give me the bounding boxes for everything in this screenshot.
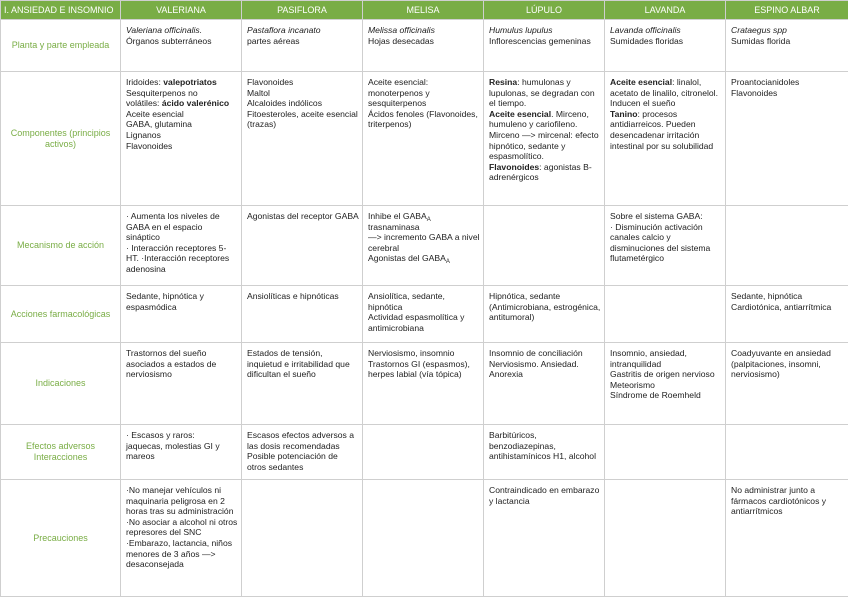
header-espino-albar: ESPINO ALBAR [726, 1, 848, 20]
row-label-mecanismo: Mecanismo de acción [1, 206, 121, 286]
row-efectos [1, 425, 848, 480]
valeriana-comp-sesquiterpenos: Sesquiterpenos no [126, 87, 198, 98]
lupulo-species: Humulus lupulus [489, 25, 553, 35]
cell-valeriana-planta [121, 20, 242, 72]
lupulo-precauciones: Contraindicado en embarazo y lactancia [489, 485, 600, 506]
cell-valeriana-efectos [121, 425, 242, 480]
row-label-efectos: Efectos adversos Interacciones [1, 425, 121, 480]
cell-espino-componentes [726, 72, 848, 206]
espino-species: Crataegus spp [731, 25, 787, 35]
lupulo-efectos: Barbitúricos, benzodiazepinas, antihistamínicos H1, alcohol [489, 430, 596, 462]
melisa-acciones-2: Actividad espasmolítica y antimicrobiana [368, 312, 465, 333]
valeriana-acciones: Sedante, hipnótica y espasmódica [126, 291, 204, 312]
cell-lavanda-efectos [605, 425, 726, 480]
cell-espino-mecanismo [726, 206, 848, 286]
header-corner: I. ANSIEDAD E INSOMNIO [1, 1, 121, 20]
lavanda-mec-gaba: Sobre el sistema GABA: [610, 211, 703, 221]
valeriana-efectos-1: · Escasos y raros: [126, 430, 195, 440]
cell-espino-indicaciones [726, 343, 848, 425]
valeriana-part: Órganos subterráneos [126, 35, 212, 46]
cell-pasiflora-efectos [242, 425, 363, 480]
lupulo-acciones-1: Hipnótica, sedante [489, 291, 561, 301]
valeriana-comp-acido-valerenico: ácido valerénico [161, 98, 230, 109]
pasiflora-comp-alcaloides: Alcaloides indólicos [247, 98, 322, 109]
melisa-acciones-1: Ansiolítica, sedante, hipnótica [368, 291, 445, 312]
melisa-mec-trasnaminasa: trasnaminasa [368, 221, 420, 232]
cell-lupulo-mecanismo [484, 206, 605, 286]
lavanda-ind-meteorismo: Meteorismo [610, 379, 655, 390]
espino-acciones-2: Cardiotónica, antiarrítmica [731, 301, 832, 312]
melisa-species: Melissa officinalis [368, 25, 435, 35]
cell-espino-efectos [726, 425, 848, 480]
pasiflora-efectos-2: Posible potenciación de otros sedantes [247, 451, 338, 472]
row-label-acciones: Acciones farmacológicas [1, 286, 121, 343]
cell-lupulo-indicaciones [484, 343, 605, 425]
header-lavanda: LAVANDA [605, 1, 726, 20]
melisa-comp-acidos: Ácidos fenoles (Flavonoides, triterpenos) [368, 108, 478, 130]
cell-lavanda-indicaciones [605, 343, 726, 425]
cell-pasiflora-precauciones [242, 480, 363, 597]
melisa-comp-aceite: Aceite esencial: monoterpenos y sesquiterpenos [368, 77, 430, 109]
row-label-componentes: Componentes (principios activos) [1, 72, 121, 206]
espino-part: Sumidas florida [731, 35, 791, 46]
cell-lupulo-acciones [484, 286, 605, 343]
cell-valeriana-acciones [121, 286, 242, 343]
row-mecanismo [1, 206, 848, 286]
pasiflora-species: Pastaflora incanato [247, 25, 321, 35]
cell-espino-acciones [726, 286, 848, 343]
cell-pasiflora-componentes [242, 72, 363, 206]
pasiflora-comp-maltol: Maltol [247, 87, 270, 98]
row-acciones [1, 286, 848, 343]
cell-melisa-planta [363, 20, 484, 72]
melisa-part: Hojas desecadas [368, 35, 434, 46]
cell-pasiflora-indicaciones [242, 343, 363, 425]
lupulo-part: Inflorescencias gemeninas [489, 35, 591, 46]
cell-valeriana-precauciones [121, 480, 242, 597]
header-melisa: MELISA [363, 1, 484, 20]
cell-lupulo-componentes [484, 72, 605, 206]
valeriana-efectos-2: jaquecas, molestias GI y mareos [126, 440, 220, 462]
cell-pasiflora-planta [242, 20, 363, 72]
valeriana-mec-gaba: · Aumenta los niveles de GABA en el espacio sináptico [126, 211, 220, 243]
row-label-precauciones: Precauciones [1, 480, 121, 597]
valeriana-comp-flavonoides: Flavonoides [126, 140, 173, 151]
cell-valeriana-componentes [121, 72, 242, 206]
header-lupulo: LÚPULO [484, 1, 605, 20]
lavanda-mec-calcio: · Disminución activación canales calcio y disminuciones del sistema flutametérgico [610, 221, 711, 264]
cell-valeriana-mecanismo [121, 206, 242, 286]
cell-melisa-indicaciones [363, 343, 484, 425]
valeriana-indicaciones: Trastornos del sueño asociados a estados de nerviosismo [126, 348, 217, 380]
espino-precauciones: No administrar junto a fármacos cardiotónicos y antiarrítmicos [731, 485, 827, 517]
lavanda-comp-aceite-label: Aceite esencial [610, 77, 673, 87]
valeriana-comp-iridoides-label: Iridoides: [126, 77, 164, 87]
cell-melisa-componentes [363, 72, 484, 206]
valeriana-comp-gaba: GABA, glutamina [126, 119, 192, 130]
row-indicaciones [1, 343, 848, 425]
valeriana-comp-valepotriatos: valepotriatos [163, 77, 217, 87]
lavanda-comp-aceite: : linalol, acetato de linalilo, citronelol. Inducen el sueño [610, 77, 718, 109]
cell-pasiflora-acciones [242, 286, 363, 343]
espino-indicaciones: Coadyuvante en ansiedad (palpitaciones, insomni, nerviosismo) [731, 348, 831, 380]
cell-lavanda-planta [605, 20, 726, 72]
lupulo-indicaciones: Insomnio de conciliación Nerviosismo. Ansiedad. Anorexia [489, 348, 583, 380]
melisa-indicaciones-1: Nerviosismo, insomnio [368, 348, 455, 358]
cell-lupulo-efectos [484, 425, 605, 480]
lupulo-comp-resina: : humulonas y lupulonas, se degradan con el tiempo. [489, 77, 595, 109]
valeriana-prec-vehiculos: ·No manejar vehículos ni maquinaria peligrosa en 2 horas tras su administración [126, 485, 234, 517]
row-precauciones [1, 480, 848, 597]
cell-melisa-efectos [363, 425, 484, 480]
cell-lavanda-componentes [605, 72, 726, 206]
header-valeriana: VALERIANA [121, 1, 242, 20]
melisa-mec-agonistas-sub: A [445, 259, 450, 266]
valeriana-comp-lignanos: Lignanos [126, 129, 161, 140]
cell-melisa-mecanismo [363, 206, 484, 286]
espino-comp: Proantocianidoles Flavonoides [731, 77, 800, 98]
cell-lupulo-precauciones [484, 480, 605, 597]
cell-valeriana-indicaciones [121, 343, 242, 425]
lavanda-comp-tanino: : procesos antidiarreicos. Pueden desencadenar irritación intestinal por su solubilidad [610, 108, 714, 151]
lupulo-comp-aceite-label: Aceite esencial [489, 108, 552, 119]
cell-lavanda-precauciones [605, 480, 726, 597]
pasiflora-comp-fitoesteroles: Fitoesteroles, aceite esencial (trazas) [247, 108, 358, 130]
cell-lavanda-mecanismo [605, 206, 726, 286]
melisa-mec-incremento: —> incremento GABA a nivel cerebral [368, 232, 480, 253]
lavanda-ind-roemheld: Síndrome de Roemheld [610, 390, 701, 401]
cell-lavanda-acciones [605, 286, 726, 343]
valeriana-comp-volatiles-label: volátiles: [126, 98, 162, 109]
valeriana-prec-alcohol: ·No asociar a alcohol ni otros represores del SNC [126, 516, 238, 538]
lavanda-species: Lavanda officinalis [610, 25, 681, 35]
cell-espino-precauciones [726, 480, 848, 597]
row-label-indicaciones: Indicaciones [1, 343, 121, 425]
lupulo-comp-resina-label: Resina [489, 77, 518, 87]
valeriana-comp-aceite: Aceite esencial [126, 108, 184, 119]
melisa-mec-agonistas: Agonistas del GABA [368, 253, 446, 264]
header-row [1, 1, 848, 20]
pasiflora-acciones: Ansiolíticas e hipnóticas [247, 291, 339, 301]
row-componentes [1, 72, 848, 206]
cell-melisa-precauciones [363, 480, 484, 597]
header-pasiflora: PASIFLORA [242, 1, 363, 20]
pasiflora-efectos-1: Escasos efectos adversos a las dosis recomendadas [247, 430, 354, 451]
melisa-indicaciones-2: Trastornos GI (espasmos), herpes labial (vía tópica) [368, 358, 470, 380]
pasiflora-mec: Agonistas del receptor GABA [247, 211, 359, 221]
espino-acciones-1: Sedante, hipnótica [731, 291, 803, 301]
valeriana-species: Valeriana officinalis. [126, 25, 203, 35]
valeriana-mec-receptores: · Interacción receptores 5-HT. ·Interacción receptores adenosina [126, 242, 230, 274]
lupulo-comp-flavonoides-label: Flavonoides [489, 161, 540, 172]
lavanda-part: Sumidades floridas [610, 35, 684, 46]
pasiflora-comp-flavonoides: Flavonoides [247, 77, 294, 87]
pasiflora-indicaciones: Estados de tensión, inquietud e irritabilidad que dificultan el sueño [247, 348, 350, 380]
row-label-planta: Planta y parte empleada [1, 20, 121, 72]
valeriana-prec-embarazo: ·Embarazo, lactancia, niños menores de 3 años —> desaconsejada [126, 537, 233, 570]
lavanda-ind-insomnio: Insomnio, ansiedad, intranquilidad [610, 348, 687, 369]
cell-melisa-acciones [363, 286, 484, 343]
row-planta [1, 20, 848, 72]
melisa-mec-inhibe: Inhibe el GABA [368, 211, 427, 221]
cell-pasiflora-mecanismo [242, 206, 363, 286]
lavanda-comp-tanino-label: Tanino [610, 108, 638, 119]
cell-espino-planta [726, 20, 848, 72]
lavanda-ind-gastritis: Gastritis de origen nervioso [610, 369, 715, 380]
lupulo-comp-aceite: . Mirceno, humuleno y cariofileno. Mirceno —> mircenal: efecto hipnótico, sedante y espasmolítico. [489, 108, 599, 162]
pasiflora-part: partes aéreas [247, 35, 300, 46]
lupulo-comp-flavonoides: : agonistas B-adrenérgicos [489, 161, 592, 183]
cell-lupulo-planta [484, 20, 605, 72]
melisa-mec-inhibe-sub: A [426, 217, 431, 223]
lupulo-acciones-2: (Antimicrobiana, estrogénica, antitumoral) [489, 301, 601, 323]
